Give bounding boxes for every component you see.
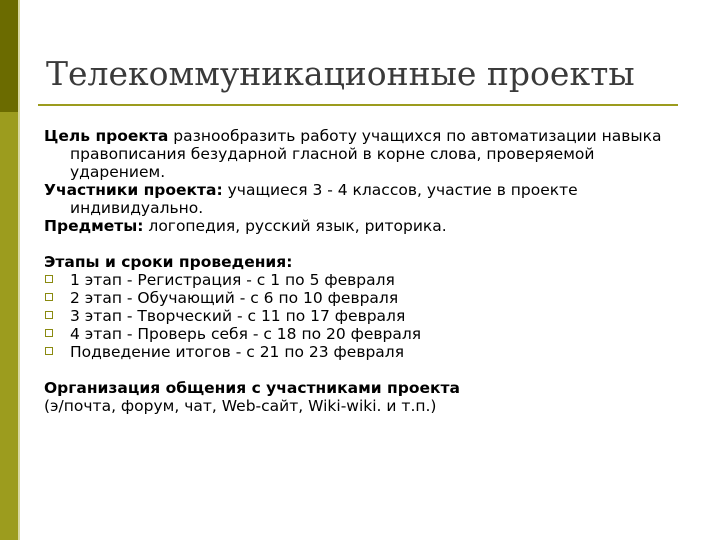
- stages-heading: Этапы и сроки проведения:: [44, 253, 293, 271]
- organization-text: (э/почта, форум, чат, Web-сайт, Wiki-wiki. и т.п.): [44, 397, 437, 415]
- goal-text: разнообразить работу учащихся по автоматизации навыка правописания безударной гласной в корне слова, проверяемой ударением.: [70, 127, 662, 181]
- stage-text: 2 этап - Обучающий - с 6 по 10 февраля: [70, 289, 399, 307]
- square-bullet-icon: [45, 311, 53, 319]
- participants-label: Участники проекта:: [44, 181, 223, 199]
- participants-paragraph: [44, 181, 684, 217]
- subjects-label: Предметы:: [44, 217, 144, 235]
- square-bullet-icon: [45, 347, 53, 355]
- sidebar-bottom-band: [0, 112, 18, 540]
- stage-text: 1 этап - Регистрация - с 1 по 5 февраля: [70, 271, 395, 289]
- participants-text: учащиеся 3 - 4 классов, участие в проекте индивидуально.: [70, 181, 578, 217]
- stages-list: [44, 271, 684, 361]
- goal-paragraph: [44, 127, 684, 181]
- square-bullet-icon: [45, 275, 53, 283]
- slide-title: Телекоммуникационные проекты: [46, 54, 635, 93]
- square-bullet-icon: [45, 329, 53, 337]
- stage-text: 3 этап - Творческий - с 11 по 17 февраля: [70, 307, 406, 325]
- list-item: [44, 325, 684, 343]
- title-underline: [38, 104, 678, 106]
- organization-heading: Организация общения с участниками проекта: [44, 379, 460, 397]
- spacer: [44, 361, 684, 379]
- subjects-text: логопедия, русский язык, риторика.: [143, 217, 447, 235]
- stage-text: 4 этап - Проверь себя - с 18 по 20 февраля: [70, 325, 422, 343]
- sidebar-decoration: [0, 0, 18, 540]
- sidebar-edge-line: [18, 0, 20, 540]
- square-bullet-icon: [45, 293, 53, 301]
- list-item: [44, 271, 684, 289]
- goal-label: Цель проекта: [44, 127, 169, 145]
- subjects-paragraph: [44, 217, 684, 235]
- stage-text: Подведение итогов - с 21 по 23 февраля: [70, 343, 405, 361]
- slide-content: [44, 127, 684, 415]
- list-item: [44, 307, 684, 325]
- list-item: [44, 343, 684, 361]
- list-item: [44, 289, 684, 307]
- spacer: [44, 235, 684, 253]
- sidebar-top-band: [0, 0, 18, 112]
